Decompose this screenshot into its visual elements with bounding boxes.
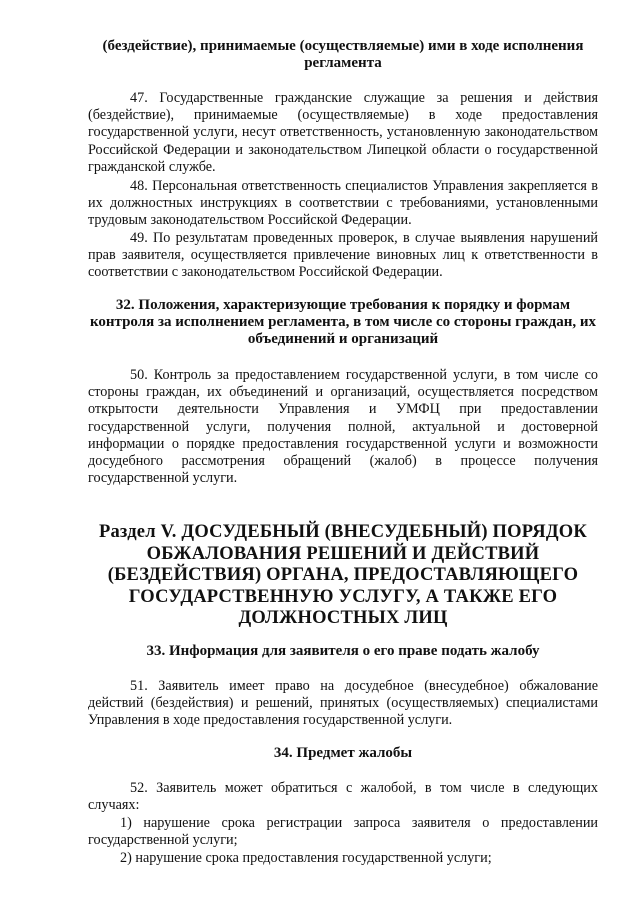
paragraph-50: 50. Контроль за предоставлением государственной услуги, в том числе со стороны граждан, их объединений и организаций, осуществляется посредством открытости деятельности Управления и УМФЦ при предоставлении государственной услуги, получения полной, актуальной и достоверной информации о порядке предоставления государственной услуги и возможности досудебного рассмотрения обращений (жалоб) в процессе получения государственной услуги. [88,367,598,487]
paragraph-52: 52. Заявитель может обратиться с жалобой, в том числе в следующих случаях: [88,780,598,814]
heading-section-32: 32. Положения, характеризующие требования к порядку и формам контроля за исполнением регламента, в том числе со стороны граждан, их объединений и организаций [89,297,597,347]
heading-section-34: 34. Предмет жалобы [273,745,413,761]
heading-responsibility-continued: (бездействие), принимаемые (осуществляемые) ими в ходе исполнения регламента [102,38,584,71]
paragraph-51: 51. Заявитель имеет право на досудебное (внесудебное) обжалование действий (бездействия) и решений, принятых (осуществляемых) специалистами Управления в ходе предоставления государственной услуги. [88,678,598,729]
paragraph-49: 49. По результатам проведенных проверок, в случае выявления нарушений прав заявителя, осуществляется привлечение виновных лиц к ответственности в соответствии с законодательством Российской Федерации. [88,230,598,281]
paragraph-47: 47. Государственные гражданские служащие за решения и действия (бездействие), принимаемые (осуществляемые) в ходе предоставления государственной услуги, несут ответственность, установленную законодательством Российской Федерации и законодательством Липецкой области о государственной гражданской службе. [88,90,598,175]
list-item-2: 2) нарушение срока предоставления государственной услуги; [120,850,492,866]
section-v-title: Раздел V. ДОСУДЕБНЫЙ (ВНЕСУДЕБНЫЙ) ПОРЯДОК ОБЖАЛОВАНИЯ РЕШЕНИЙ И ДЕЙСТВИЙ (БЕЗДЕЙСТВИЯ) ОРГАНА, ПРЕДОСТАВЛЯЮЩЕГО ГОСУДАРСТВЕННУЮ УСЛУГУ, А ТАКЖЕ ЕГО ДОЛЖНОСТНЫХ ЛИЦ [98,522,588,628]
list-item-1: 1) нарушение срока регистрации запроса заявителя о предоставлении государственной услуги; [88,815,598,849]
heading-section-33: 33. Информация для заявителя о его праве подать жалобу [146,643,540,659]
paragraph-48: 48. Персональная ответственность специалистов Управления закрепляется в их должностных инструкциях в соответствии с требованиями, установленными трудовым законодательством Российской Федерации. [88,178,598,229]
